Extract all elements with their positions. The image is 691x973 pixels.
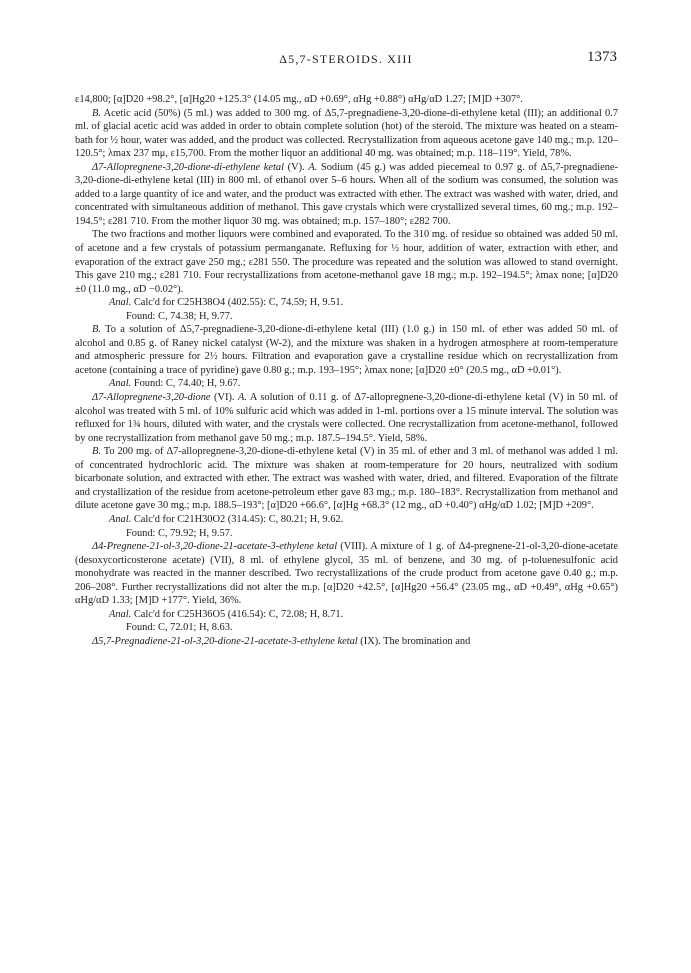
italic-text: Δ4-Pregnene-21-ol-3,20-dione-21-acetate-3-ethylene ketal [92, 541, 338, 553]
text-span: Found: C, 74.40; H, 9.67. [131, 378, 241, 390]
text-span: (IX). The bromination and [357, 635, 471, 647]
paragraph [75, 323, 618, 377]
page-header [75, 49, 617, 72]
paragraph [75, 621, 618, 635]
paragraph [75, 513, 618, 527]
italic-text: Δ7-Allopregnene-3,20-dione [92, 392, 211, 404]
paragraph [75, 310, 618, 324]
italic-text: B. [92, 446, 101, 458]
running-title: Δ5,7-STEROIDS. XIII [279, 52, 413, 66]
text-span: Found: C, 74.38; H, 9.77. [126, 310, 233, 322]
paragraph [75, 107, 618, 161]
paragraph [75, 527, 618, 541]
text-span: Calc'd for C25H36O5 (416.54): C, 72.08; H, 8.71. [131, 608, 344, 620]
text-span: (VI). [210, 392, 239, 404]
paragraph [75, 608, 618, 622]
text-span: To a solution of Δ5,7-pregnadiene-3,20-dione-di-ethylene ketal (III) (1.0 g.) in 150 ml. of ether was added 50 ml. of alcohol and 0.85 g. of Raney nickel catalyst (W-2), and the mixture was shaken in a hydrogen atmosphere at room-temperature and atmospheric pressure for 2½ hours. Filtration and evaporation gave a crystalline residue which on recrystallization from acetone (containing a trace of pyridine) gave 0.80 g.; m.p. 193–195°; λmax none; [α]D20 ±0° (20.5 mg., αD +0.01°). [75, 324, 618, 376]
italic-text: Δ5,7-Pregnadiene-21-ol-3,20-dione-21-acetate-3-ethylene ketal [92, 635, 358, 647]
italic-text: Δ7-Allopregnene-3,20-dione-di-ethylene ketal [92, 161, 284, 173]
paragraph [75, 391, 618, 445]
text-span: Acetic acid (50%) (5 ml.) was added to 300 mg. of Δ5,7-pregnadiene-3,20-dione-di-ethylene ketal (III); an additional 0.7 ml. of glacial acetic acid was added in order to obtain complete solution (hot) of the steroid. The mixture was heated on a steam-bath for ½ hour, water was added, and the product was collected. Recrystallization from aqueous acetone gave 140 mg.; m.p. 120–120.5°; λmax 237 mμ, ε15,700. From the mother liquor an additional 40 mg. was obtained; m.p. 118–119°. Yield, 78%. [75, 107, 618, 160]
text-span: ε14,800; [α]D20 +98.2°, [α]Hg20 +125.3° (14.05 mg., αD +0.69°, αHg +0.88°) αHg/αD 1.27; [M]D +307°. [75, 94, 523, 105]
text-span: Sodium (45 g.) was added piecemeal to 0.97 g. of Δ5,7-pregnadiene-3,20-dione-di-ethylene ketal (III) in 800 ml. of ethanol over 5–6 hours. When all of the sodium was consumed, the solution was added to a large quantity of ice and water, and the product was extracted with ether. The extract was washed with water, dried, and concentrated with simultaneous addition of methanol. This gave crystals which were crystallized several times, 60 mg.; m.p. 192–194.5°; ε281 710. From the mother liquor 30 mg. was obtained; m.p. 157–180°; ε282 700. [75, 161, 619, 227]
paragraph [75, 228, 618, 296]
text-span: Calc'd for C21H30O2 (314.45): C, 80.21; H, 9.62. [131, 513, 344, 525]
text-span: (V). [284, 161, 309, 173]
text-span: Found: C, 72.01; H, 8.63. [126, 622, 233, 634]
paragraph [75, 540, 618, 608]
italic-text: B. [92, 324, 101, 336]
page-number: 1373 [587, 49, 617, 65]
paragraph [75, 161, 618, 229]
text-span: Calc'd for C25H38O4 (402.55): C, 74.59; H, 9.51. [131, 297, 344, 309]
text-span: A solution of 0.11 g. of Δ7-allopregnene-3,20-dione-di-ethylene ketal (V) in 50 ml. of alcohol was treated with 5 ml. of 10% sulfuric acid which was added in 1-ml. portions over a 15 minute interval. The solution was refluxed for 1¾ hours, diluted with water, and the crystals were collected. One recrystallization from acetone-methanol, followed by one recrystallization from methanol gave 50 mg.; m.p. 187.5–194.5°. Yield, 58%. [75, 392, 618, 444]
italic-text: Anal. [109, 608, 132, 620]
article-body [75, 93, 618, 648]
text-span: Found: C, 79.92; H, 9.57. [126, 527, 233, 539]
paragraph [75, 635, 618, 649]
paragraph [75, 445, 618, 513]
italic-text: B. [92, 107, 101, 119]
italic-text: A. [238, 392, 247, 404]
italic-text: Anal. [109, 297, 132, 309]
paragraph [75, 296, 618, 310]
text-span: (VIII). A mixture of 1 g. of Δ4-pregnene-21-ol-3,20-dione-acetate (desoxycorticosterone acetate) (VII), 8 ml. of ethylene glycol, 35 ml. of benzene, and 30 mg. of p-toluenesulfonic acid monohydrate was reacted in the manner described. Two recrystallizations of the crude product from acetone gave 0.40 g.; m.p. 206–208°. Further recrystallizations did not alter the m.p. [α]D20 +42.5°, [α]Hg20 +56.4° (23.05 mg., αD +0.49°, αHg +0.65°) αHg/αD 1.33; [M]D +177°. Yield, 36%. [75, 541, 619, 607]
italic-text: Anal. [109, 378, 132, 390]
italic-text: A. [308, 161, 318, 173]
text-span: The two fractions and mother liquors were combined and evaporated. To the 310 mg. of residue so obtained was added 50 ml. of acetone and a few crystals of potassium permanganate. Refluxing for ½ hour, addition of water, extraction with ether, and evaporation of the extract gave 250 mg.; ε281 550. The procedure was repeated and the solution was allowed to stand overnight. This gave 210 mg.; ε281 710. Four recrystallizations from acetone-methanol gave 18 mg.; m.p. 192–194.5°; λmax none; [α]D20 ±0 (11.0 mg., αD −0.02°). [75, 229, 618, 295]
text-span: To 200 mg. of Δ7-allopregnene-3,20-dione-di-ethylene ketal (V) in 35 ml. of ether and 3 ml. of methanol was added 1 ml. of concentrated hydrochloric acid. The mixture was shaken at room-temperature for 20 hours, neutralized with sodium bicarbonate solution, and extracted with ether. The extract was washed with water, dried, and filtered. Evaporation of the filtrate and crystallization of the residue from acetone-petroleum ether gave 83 mg.; m.p. 180–183°. Recrystallization from methanol and dilute acetone gave 30 mg.; m.p. 188.5–193°; [α]D20 +66.6°, [α]Hg +68.3° (12 mg., αD +0.40°) αHg/αD 1.02; [M]D +209°. [75, 446, 618, 512]
italic-text: Anal. [109, 513, 132, 525]
paragraph [75, 377, 618, 391]
paragraph [75, 93, 618, 107]
